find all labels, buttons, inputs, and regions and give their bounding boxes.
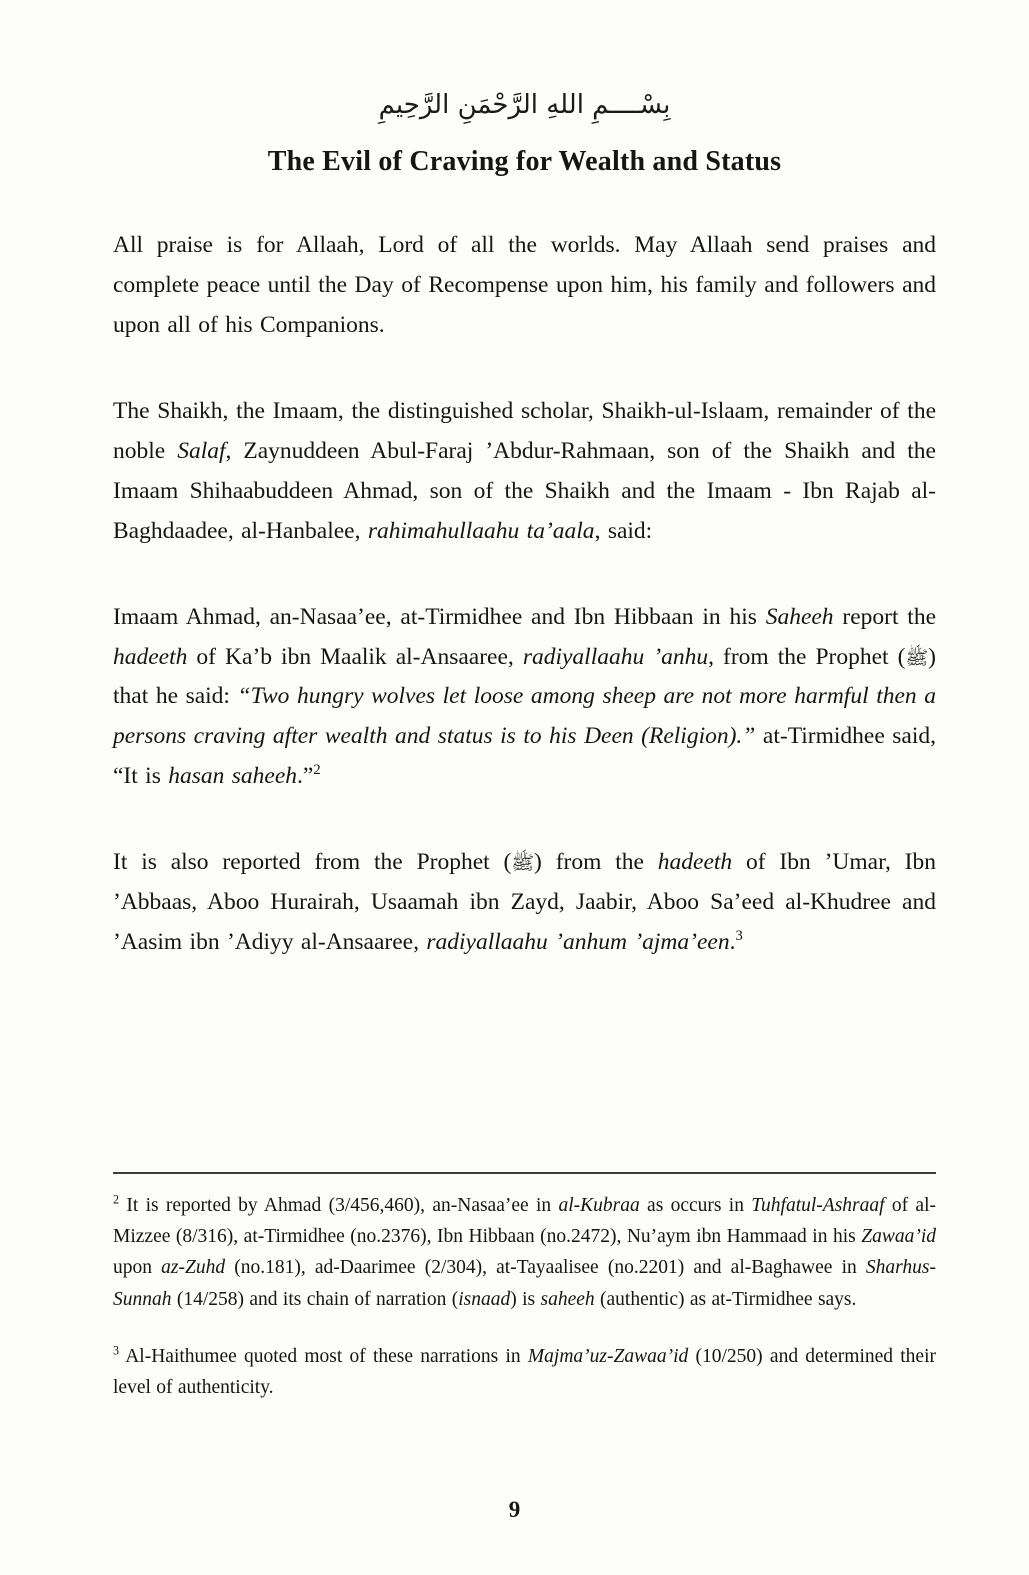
text-segment: Salaf [177,437,226,464]
footnote-reference: 2 [313,762,321,779]
text-segment: “Two hungry wolves let loose among sheep are not more harmful then a persons craving after wealth and status is to his Deen (Religion).” [113,683,936,750]
footnote [113,1190,936,1315]
text-segment: ) that he said: [113,643,936,710]
prophet-honorific-symbol: ﷺ [905,647,929,669]
text-segment: of Ka’b ibn Maalik al-Ansaaree, [187,643,523,670]
text-segment: hasan saheeh [168,763,297,790]
page-number: 9 [508,1497,521,1522]
content-column [113,0,936,1009]
text-segment: radiyallaahu ’anhum ’ajma’een [426,929,730,956]
text-segment: isnaad [458,1288,511,1310]
text-segment: , said: [594,517,653,544]
prophet-honorific-symbol: ﷺ [511,853,535,875]
text-segment: . [729,929,736,956]
footnote-separator-rule [113,1172,936,1174]
text-segment: Imaam Ahmad, an-Nasaa’ee, at-Tirmidhee and Ibn Hibbaan in his [113,603,766,630]
text-segment: .” [297,763,314,790]
text-segment: of al-Mizzee (8/316), at-Tirmidhee (no.2376), Ibn Hibbaan (no.2472), Nu’aym ibn Hammaad in his [113,1195,936,1248]
basmala-calligraphy: بِسْــــمِ اللهِ الرَّحْمَنِ الرَّحِيمِ [378,90,671,120]
text-segment: (10/250) and determined their level of authenticity. [113,1345,936,1398]
text-segment: Al-Haithumee quoted most of these narrations in [119,1345,528,1367]
text-segment: rahimahullaahu ta’aala [367,517,595,544]
text-segment: radiyallaahu ’anhu [522,643,709,670]
body-paragraph [113,598,936,798]
text-segment: Majma’uz-Zawaa’id [527,1345,689,1367]
text-segment: az-Zuhd [161,1257,226,1279]
footnote-reference: 3 [113,1343,120,1358]
text-segment: Tuhfatul-Ashraaf [751,1195,885,1216]
text-segment: ) is [510,1288,541,1310]
text-segment: All praise is for Allaah, Lord of all the worlds. May Allaah send praises and complete peace until the Day of Recompense upon him, his family and followers and upon all of his Companions. [113,232,936,338]
body-paragraph [113,392,936,552]
text-segment: , Zaynuddeen Abul-Faraj ’Abdur-Rahmaan, son of the Shaikh and the Imaam Shihaabuddeen Ahmad, son of the Shaikh and the Imaam - Ibn Rajab al-Baghdaadee, al-Hanbalee, [113,437,936,544]
text-segment: at-Tirmidhee said, “It is [113,723,936,790]
footnote-reference: 2 [113,1192,120,1207]
text-segment: (no.181), ad-Daarimee (2/304), at-Tayaalisee (no.2201) and al-Baghawee in [225,1257,866,1279]
text-segment: , from the Prophet ( [708,643,906,670]
footnote-area [113,1172,936,1429]
text-segment: saheeh [540,1288,595,1310]
text-segment: Zawaa’id [861,1226,936,1248]
text-segment: Saheeh [765,603,834,630]
text-segment: It is reported by Ahmad (3/456,460), an-Nasaa’ee in [119,1195,559,1216]
body-paragraph [113,843,936,963]
text-segment: as occurs in [639,1195,752,1216]
text-segment: The Shaikh, the Imaam, the distinguished scholar, Shaikh-ul-Islaam, remainder of the noble [113,397,936,464]
text-segment: (authentic) as at-Tirmidhee says. [594,1288,857,1310]
footnote-reference: 3 [735,928,743,945]
text-segment: It is also reported from the Prophet ( [113,849,512,876]
text-segment: of Ibn ’Umar, Ibn ’Abbaas, Aboo Hurairah, Usaamah ibn Zayd, Jaabir, Aboo Sa’eed al-Khudree and ’Aasim ibn ’Adiyy al-Ansaaree, [113,849,937,956]
text-segment: ) from the [534,849,658,876]
text-segment: upon [113,1257,162,1279]
text-segment: hadeeth [113,643,188,670]
body-paragraphs [113,226,936,963]
body-paragraph [113,226,936,346]
footnotes [113,1190,936,1403]
text-segment: (14/258) and its chain of narration ( [171,1288,459,1310]
text-segment: al-Kubraa [558,1195,640,1216]
footnote [113,1341,936,1403]
page-title: The Evil of Craving for Wealth and Status [267,146,782,177]
text-segment: report the [833,603,937,630]
text-segment: Sharhus-Sunnah [113,1257,936,1310]
text-segment: hadeeth [657,849,733,876]
